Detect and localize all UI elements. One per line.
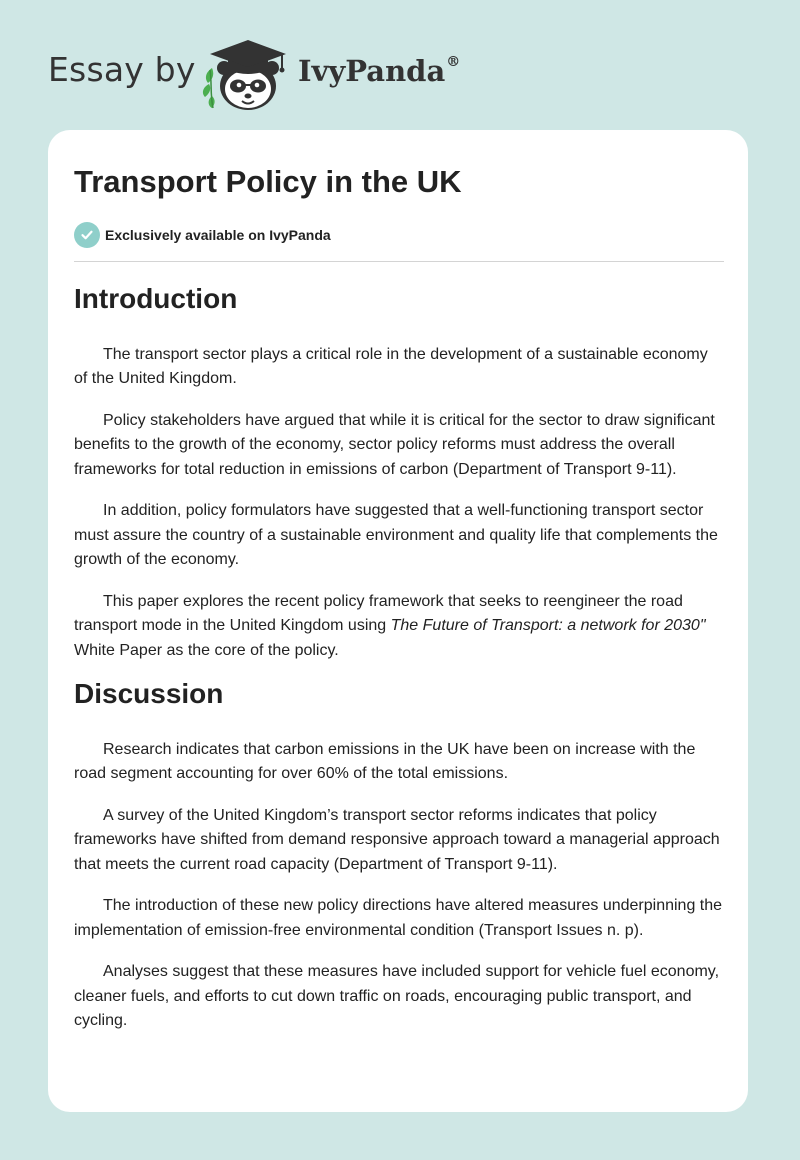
panda-graduation-cap-logo-icon[interactable]	[198, 34, 294, 112]
brand-name-text: IvyPanda	[298, 54, 446, 88]
paragraph: Research indicates that carbon emissions in the UK have been on increase with the road segment accounting for over 60% of the total emissions.	[74, 740, 696, 783]
essay-by-label: Essay by	[48, 50, 196, 89]
section-heading-introduction: Introduction	[74, 283, 238, 314]
paragraph: Policy stakeholders have argued that while it is critical for the sector to draw significant benefits to the growth of the economy, sector policy reforms must address the overall frameworks for total reduction in emissions of carbon (Department of Transport 9-11).	[74, 411, 715, 478]
check-icon	[74, 222, 100, 248]
ivy-leaf-icon	[203, 68, 215, 108]
paragraph: Analyses suggest that these measures have included support for vehicle fuel economy, cleaner fuels, and efforts to cut down traffic on roads, encouraging public transport, and cycling.	[74, 963, 720, 1030]
registered-mark: ®	[446, 54, 461, 71]
paragraph-text: This paper explores the recent policy framework that seeks to reengineer the road transport mode in the United Kingdom using	[74, 592, 683, 635]
title-divider	[74, 261, 724, 262]
paragraph-text: White Paper as the core of the policy.	[74, 641, 339, 659]
cited-work-title: The Future of Transport: a network for 2030"	[390, 617, 706, 635]
section-heading-discussion: Discussion	[74, 678, 224, 710]
brand-name[interactable]	[298, 54, 460, 88]
site-header	[0, 0, 800, 120]
paragraph: In addition, policy formulators have suggested that a well-functioning transport sector must assure the country of a sustainable environment and quality life that complements the growth of the economy.	[74, 502, 718, 569]
paragraph: The introduction of these new policy directions have altered measures underpinning the implementation of emission-free environmental condition (Transport Issues n. p).	[74, 897, 723, 939]
paragraph: A survey of the United Kingdom’s transport sector reforms indicates that policy frameworks have shifted from demand responsive approach toward a managerial approach that meets the current road capacity (Department of Transport 9-11).	[74, 806, 720, 873]
page-title: Transport Policy in the UK	[74, 164, 462, 199]
exclusive-badge	[74, 222, 331, 248]
exclusive-badge-text: Exclusively available on IvyPanda	[105, 227, 331, 243]
paragraph: The transport sector plays a critical role in the development of a sustainable economy of the United Kingdom.	[74, 345, 708, 388]
paragraph	[74, 590, 724, 664]
essay-card	[48, 130, 748, 1112]
essay-body	[74, 282, 724, 1034]
